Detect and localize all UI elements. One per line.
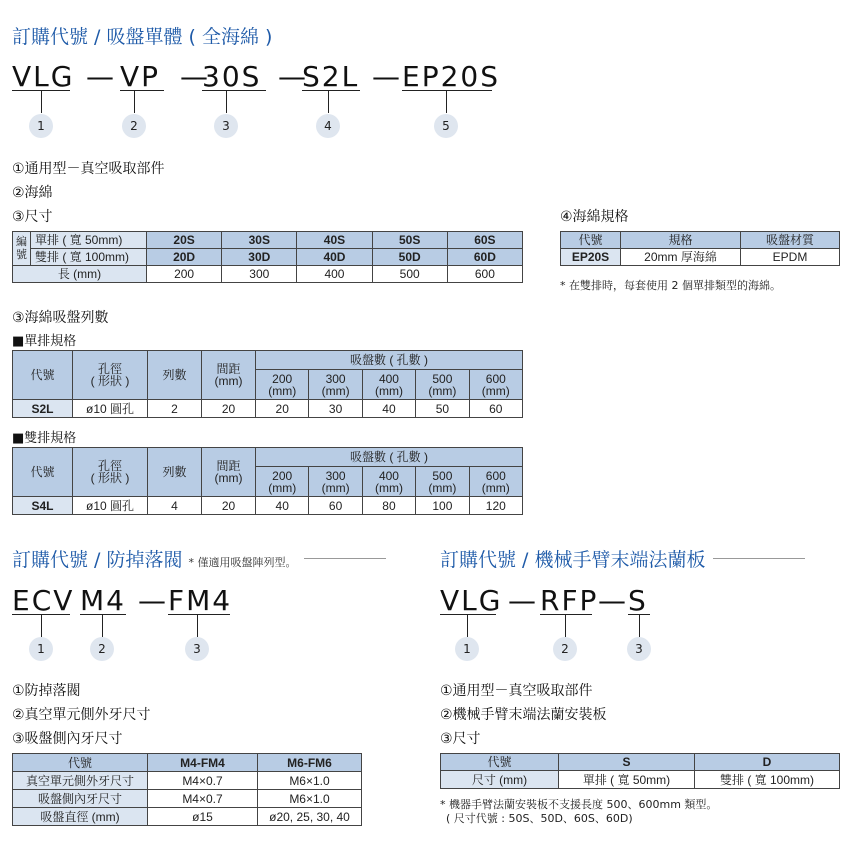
size-code: 20S [147, 232, 222, 249]
code-segment-3: FM4 [168, 584, 233, 617]
number-badge: 2 [122, 114, 146, 138]
size-code: 30S [222, 232, 297, 249]
table-cell: S2L [13, 400, 73, 418]
table-header: 間距 (mm) [202, 448, 256, 497]
table-cell: 30 [309, 400, 362, 418]
code-segment-3: S [628, 584, 650, 617]
section-title-sponge-pad: 訂購代號 / 吸盤單體 ( 全海綿 ) [12, 26, 273, 48]
order-code-valve [12, 584, 272, 624]
code-pointer [446, 91, 447, 113]
table-header: 代號 [13, 754, 148, 772]
table-cell: 50 [416, 400, 469, 418]
table-header: 300 (mm) [309, 370, 362, 400]
code-pointer [226, 91, 227, 113]
table-header: 500 (mm) [416, 370, 469, 400]
table-cell: M6×1.0 [258, 772, 362, 790]
table-cell: 20mm 厚海綿 [621, 249, 741, 266]
table-header: 200 (mm) [256, 467, 309, 497]
code-pointer [639, 615, 640, 637]
table-cell: EPDM [741, 249, 840, 266]
table-cell: 60 [469, 400, 522, 418]
number-badge: 4 [316, 114, 340, 138]
table-header: 吸盤材質 [741, 232, 840, 249]
number-badge: 1 [455, 637, 479, 661]
size-table [12, 231, 523, 283]
table-cell: M6×1.0 [258, 790, 362, 808]
order-code-sponge [12, 60, 532, 150]
table-header: 孔徑 ( 形狀 ) [73, 448, 148, 497]
table-cell: ø10 圓孔 [73, 400, 148, 418]
code-dash: — [508, 584, 538, 617]
table-cell: 120 [469, 497, 522, 515]
table-header: 400 (mm) [362, 370, 415, 400]
code-segment-2: M4 [80, 584, 126, 617]
table-header: 規格 [621, 232, 741, 249]
table-cell: 100 [416, 497, 469, 515]
number-badge: 1 [29, 114, 53, 138]
table-cell: 20 [202, 400, 256, 418]
table-cell: ø10 圓孔 [73, 497, 148, 515]
size-length: 600 [447, 266, 522, 283]
code-segment-1: VLG [12, 60, 75, 93]
code-pointer [41, 615, 42, 637]
size-code: 40D [297, 249, 372, 266]
size-length: 200 [147, 266, 222, 283]
sponge-spec-table [560, 231, 840, 266]
size-table-row3-label: 長 (mm) [13, 266, 147, 283]
code-segment-2: RFP [540, 584, 599, 617]
size-code: 40S [297, 232, 372, 249]
table-header: 代號 [13, 351, 73, 400]
code-segment-4: S2L [302, 60, 360, 93]
number-badge: 1 [29, 637, 53, 661]
rows-title: ③海綿吸盤列數 [12, 310, 109, 326]
code-segment-1: ECV [12, 584, 75, 617]
code-dash: — [598, 584, 628, 617]
table-cell: 吸盤直徑 (mm) [13, 808, 148, 826]
number-badge: 2 [90, 637, 114, 661]
table-header: 代號 [13, 448, 73, 497]
code-dash: — [86, 60, 116, 93]
table-header: 間距 (mm) [202, 351, 256, 400]
table-cell: S4L [13, 497, 73, 515]
table-cell: ø15 [148, 808, 258, 826]
table-cell: 40 [362, 400, 415, 418]
code-segment-1: VLG [440, 584, 503, 617]
table-header: 400 (mm) [362, 467, 415, 497]
table-cell: EP20S [561, 249, 621, 266]
legend-line-3: ③尺寸 [440, 731, 481, 747]
section-note: * 僅適用吸盤陣列型。 [188, 556, 297, 569]
flange-table [440, 753, 840, 789]
table-header: 吸盤數 ( 孔數 ) [256, 448, 523, 467]
code-pointer [467, 615, 468, 637]
table-header: 列數 [148, 448, 202, 497]
code-pointer [102, 615, 103, 637]
code-pointer [134, 91, 135, 113]
section-title-check-valve: 訂購代號 / 防掉落閥 * 僅適用吸盤陣列型。 [12, 545, 386, 572]
table-header: D [695, 754, 840, 771]
number-badge: 3 [214, 114, 238, 138]
legend-line-1: ①通用型－真空吸取部件 [12, 161, 165, 177]
legend-line-1: ①通用型－真空吸取部件 [440, 683, 593, 699]
order-code-flange [440, 584, 680, 624]
size-code: 20D [147, 249, 222, 266]
table-cell: 80 [362, 497, 415, 515]
legend-line-1: ①防掉落閥 [12, 683, 81, 699]
table-header: 300 (mm) [309, 467, 362, 497]
double-row-table [12, 447, 523, 515]
table-header: 500 (mm) [416, 467, 469, 497]
size-length: 500 [372, 266, 447, 283]
legend-line-3: ③尺寸 [12, 209, 53, 225]
size-code: 60D [447, 249, 522, 266]
section-title-flange-plate: 訂購代號 / 機械手臂末端法蘭板 [440, 545, 805, 572]
table-header: S [559, 754, 695, 771]
code-segment-5: EP20S [402, 60, 500, 93]
code-pointer [197, 615, 198, 637]
double-row-label: ■雙排規格 [12, 431, 77, 446]
legend-line-3: ③吸盤側內牙尺寸 [12, 731, 123, 747]
table-cell: 60 [309, 497, 362, 515]
size-code: 60S [447, 232, 522, 249]
table-header: 列數 [148, 351, 202, 400]
table-cell: 40 [256, 497, 309, 515]
legend-line-2: ②真空單元側外牙尺寸 [12, 707, 151, 723]
number-badge: 3 [185, 637, 209, 661]
legend-line-2: ②海綿 [12, 185, 53, 201]
flange-note-2: ( 尺寸代號 : 50S、50D、60S、60D) [446, 812, 633, 825]
table-header: 200 (mm) [256, 370, 309, 400]
table-cell: 尺寸 (mm) [441, 771, 559, 789]
legend-line-2: ②機械手臂末端法蘭安裝板 [440, 707, 607, 723]
table-cell: 吸盤側內牙尺寸 [13, 790, 148, 808]
size-code: 30D [222, 249, 297, 266]
code-dash: — [180, 60, 210, 93]
table-cell: M4×0.7 [148, 772, 258, 790]
code-dash: — [138, 584, 168, 617]
code-dash: — [372, 60, 402, 93]
table-cell: M4×0.7 [148, 790, 258, 808]
size-length: 300 [222, 266, 297, 283]
code-pointer [328, 91, 329, 113]
table-header: 600 (mm) [469, 370, 522, 400]
valve-table [12, 753, 362, 826]
title-rule [713, 558, 805, 559]
flange-note-1: * 機器手臂法蘭安裝板不支援長度 500、600mm 類型。 [440, 798, 718, 811]
table-header: 代號 [441, 754, 559, 771]
table-cell: 20 [256, 400, 309, 418]
table-cell: 4 [148, 497, 202, 515]
table-header: 孔徑 ( 形狀 ) [73, 351, 148, 400]
size-length: 400 [297, 266, 372, 283]
size-code: 50S [372, 232, 447, 249]
number-badge: 3 [627, 637, 651, 661]
table-header: M6-FM6 [258, 754, 362, 772]
table-header: 600 (mm) [469, 467, 522, 497]
table-cell: 真空單元側外牙尺寸 [13, 772, 148, 790]
table-cell: 20 [202, 497, 256, 515]
table-header: 代號 [561, 232, 621, 249]
single-row-table [12, 350, 523, 418]
number-badge: 5 [434, 114, 458, 138]
code-segment-2: VP [120, 60, 164, 93]
sponge-note: * 在雙排時，每套使用 2 個單排類型的海綿。 [560, 279, 781, 292]
size-table-row1-label: 單排 ( 寬 50mm) [31, 232, 147, 249]
table-cell: ø20, 25, 30, 40 [258, 808, 362, 826]
size-table-row2-label: 雙排 ( 寬 100mm) [31, 249, 147, 266]
code-pointer [41, 91, 42, 113]
single-row-label: ■單排規格 [12, 334, 77, 349]
size-table-side: 編號 [13, 232, 31, 266]
table-cell: 單排 ( 寬 50mm) [559, 771, 695, 789]
size-code: 50D [372, 249, 447, 266]
code-segment-3: 30S [202, 60, 266, 93]
code-pointer [565, 615, 566, 637]
code-dash: — [278, 60, 308, 93]
table-header: 吸盤數 ( 孔數 ) [256, 351, 523, 370]
table-header: M4-FM4 [148, 754, 258, 772]
title-rule [304, 558, 386, 559]
table-cell: 雙排 ( 寬 100mm) [695, 771, 840, 789]
number-badge: 2 [553, 637, 577, 661]
sponge-spec-title: ④海綿規格 [560, 209, 629, 225]
table-cell: 2 [148, 400, 202, 418]
